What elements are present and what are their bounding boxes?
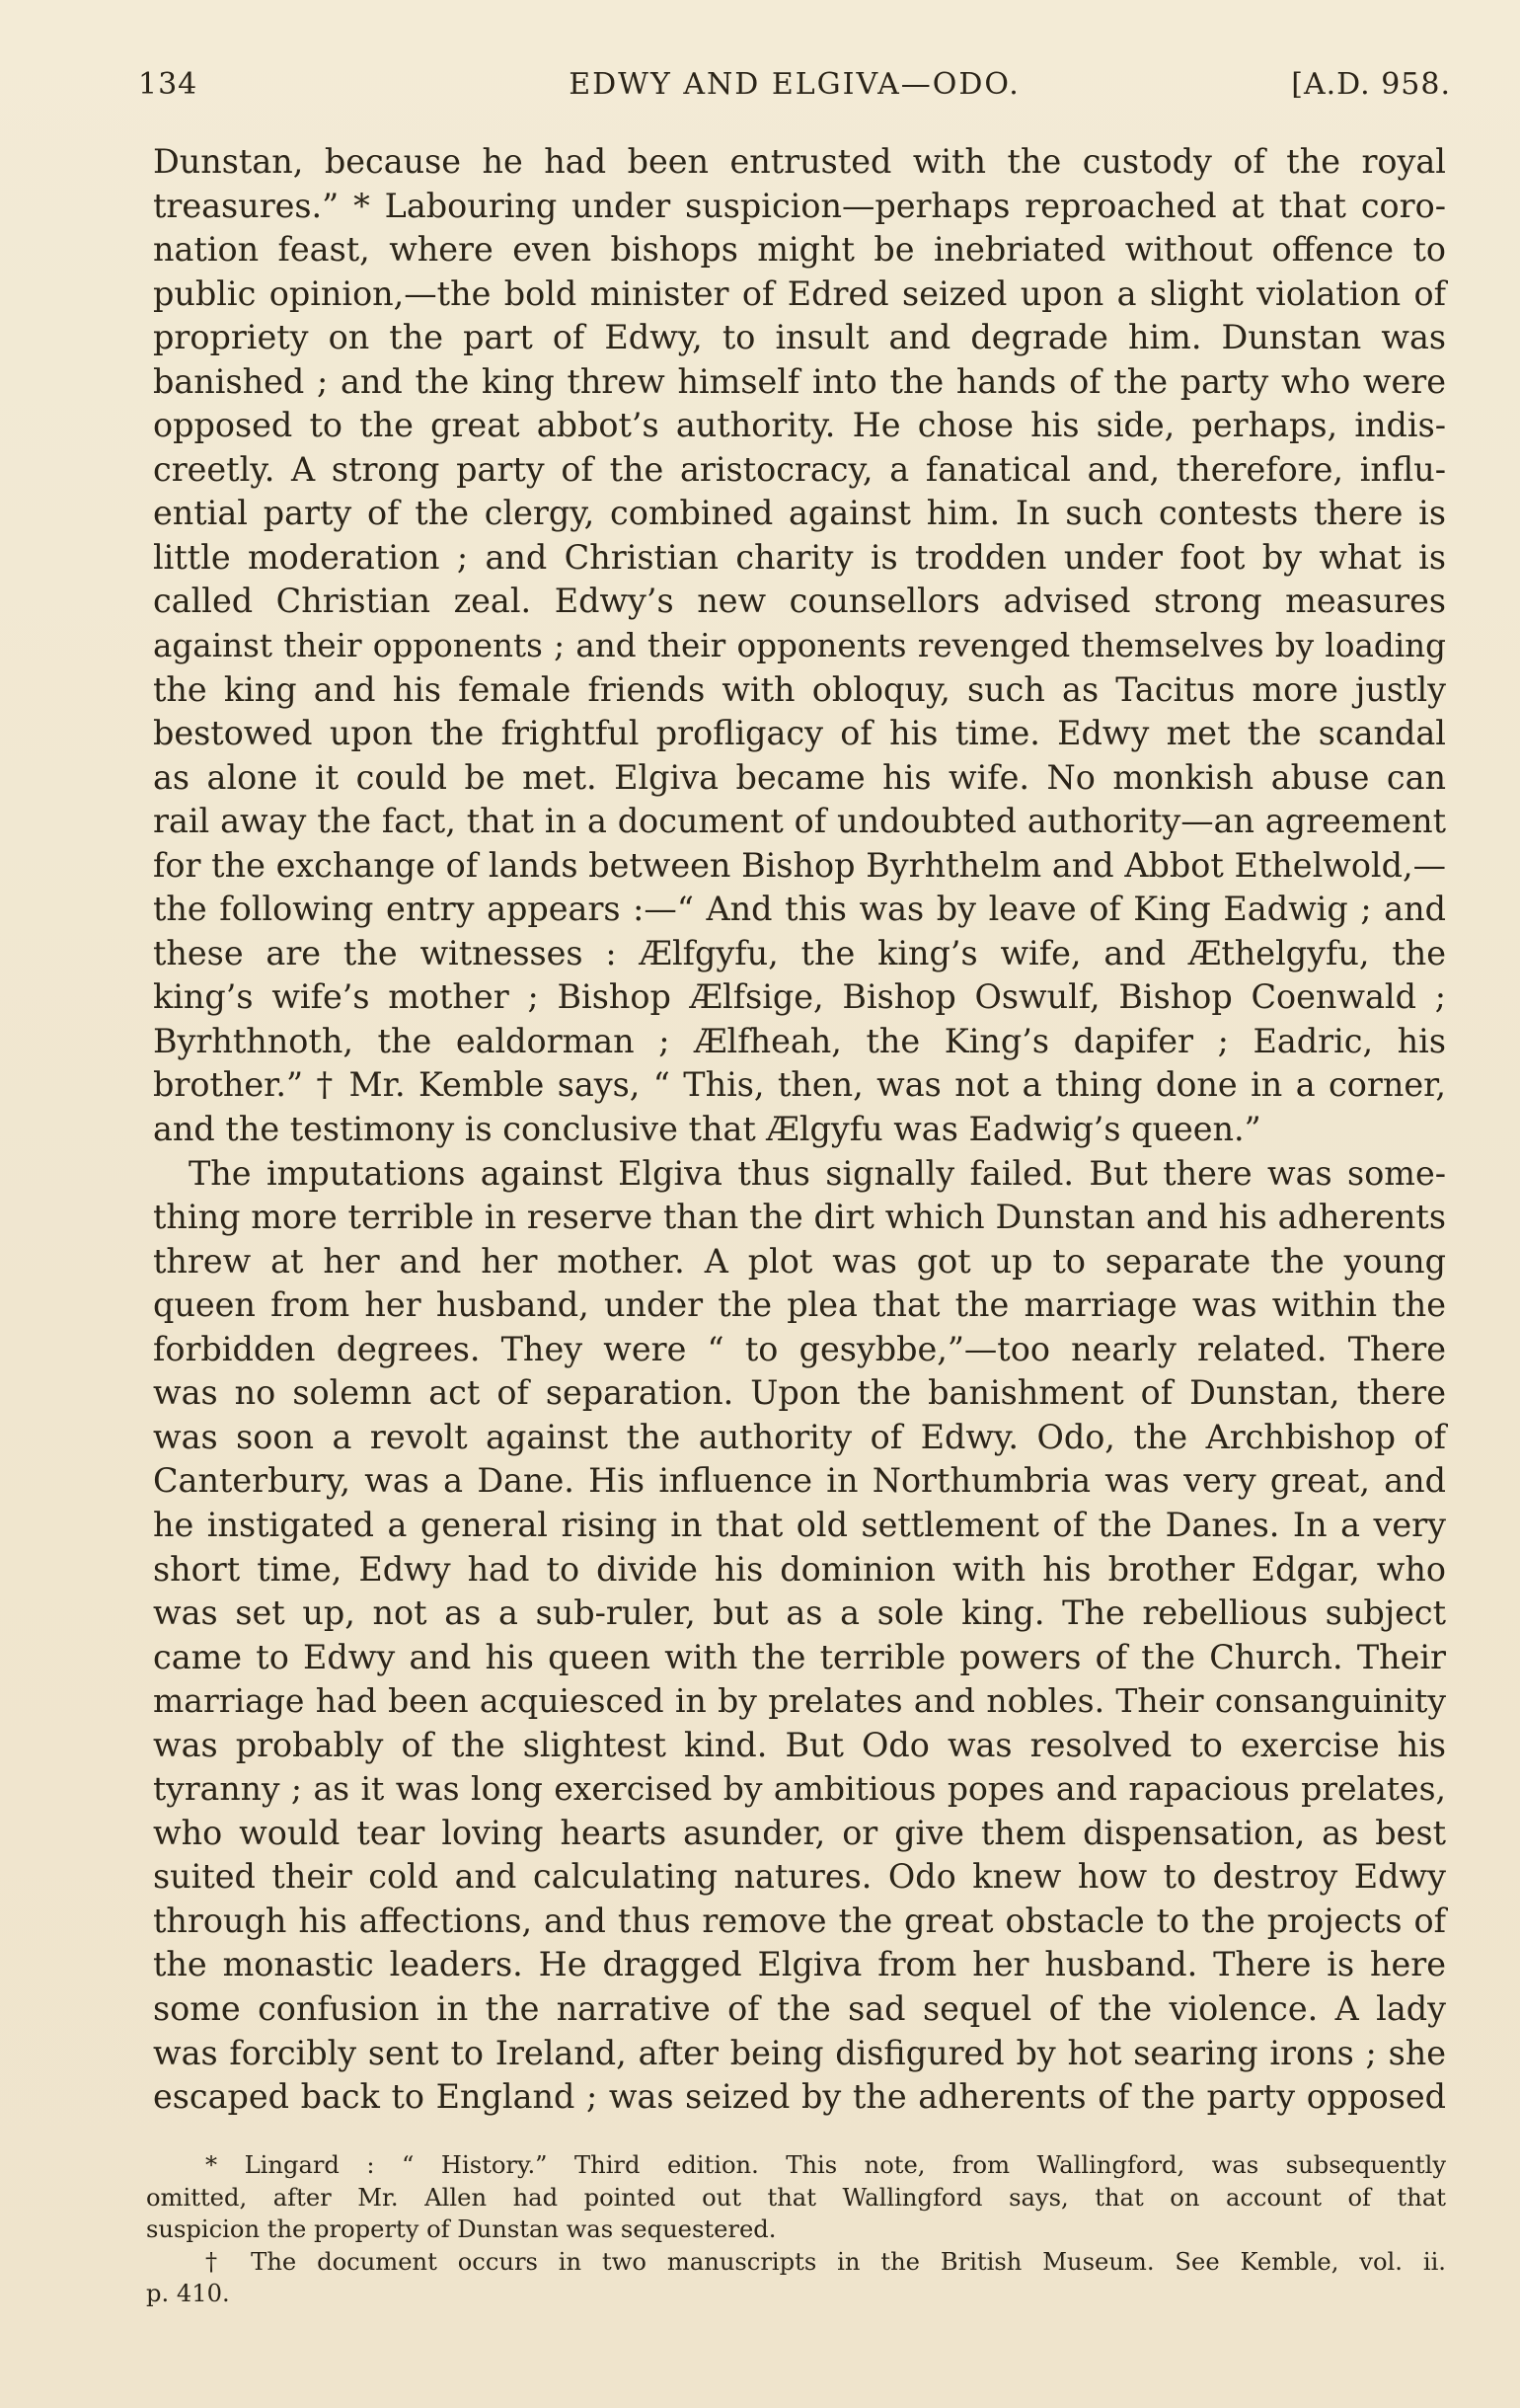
- body-line: Canterbury, was a Dane. His influence in Northumbria was very great, and: [153, 1461, 1446, 1501]
- body-line: public opinion,—the bold minister of Edred seized upon a slight violation of: [153, 273, 1446, 313]
- running-header: [138, 67, 1451, 111]
- body-line: was probably of the slightest kind. But Odo was resolved to exercise his: [153, 1725, 1446, 1764]
- body-line: tyranny ; as it was long exercised by ambitious popes and rapacious prelates,: [153, 1769, 1446, 1809]
- body-line: called Christian zeal. Edwy’s new counsellors advised strong measures: [153, 582, 1446, 621]
- body-line: was set up, not as a sub-ruler, but as a sole king. The rebellious subject: [153, 1593, 1446, 1633]
- running-title: EDWY AND ELGIVA—ODO.: [569, 67, 1021, 102]
- body-text: [153, 140, 1446, 2120]
- footnote-line: p. 410.: [146, 2280, 230, 2307]
- header-date: [A.D. 958.: [1291, 67, 1451, 102]
- body-line: threw at her and her mother. A plot was got up to separate the young: [153, 1241, 1446, 1281]
- body-line: came to Edwy and his queen with the terrible powers of the Church. Their: [153, 1637, 1446, 1676]
- body-line: rail away the fact, that in a document of undoubted authority—an agreement: [153, 802, 1446, 841]
- paragraph-start-line: The imputations against Elgiva thus signally failed. But there was some-: [189, 1153, 1446, 1193]
- body-line: the following entry appears :—“ And this was by leave of King Eadwig ; and: [153, 890, 1446, 929]
- body-line: escaped back to England ; was seized by the adherents of the party opposed: [153, 2077, 1446, 2117]
- body-line: against their opponents ; and their opponents revenged themselves by loading: [153, 627, 1446, 665]
- footnote-line: suspicion the property of Dunstan was sequestered.: [146, 2215, 777, 2243]
- body-line: was no solemn act of separation. Upon the banishment of Dunstan, there: [153, 1373, 1446, 1413]
- footnote-line: omitted, after Mr. Allen had pointed out that Wallingford says, that on account of that: [146, 2183, 1446, 2212]
- footnotes: [146, 2149, 1446, 2310]
- footnote-line: * Lingard : “ History.” Third edition. This note, from Wallingford, was subsequently: [205, 2151, 1446, 2179]
- body-line: these are the witnesses : Ælfgyfu, the king’s wife, and Æthelgyfu, the: [153, 933, 1446, 972]
- body-line: through his affections, and thus remove the great obstacle to the projects of: [153, 1901, 1446, 1940]
- body-line: thing more terrible in reserve than the dirt which Dunstan and his adherents: [153, 1198, 1446, 1237]
- body-line: little moderation ; and Christian charity is trodden under foot by what is: [153, 537, 1446, 577]
- body-line: suited their cold and calculating natures. Odo knew how to destroy Edwy: [153, 1857, 1446, 1897]
- body-line: was forcibly sent to Ireland, after being disfigured by hot searing irons ; she: [153, 2033, 1446, 2072]
- body-line: some confusion in the narrative of the sad sequel of the violence. A lady: [153, 1988, 1446, 2028]
- body-line: bestowed upon the frightful profligacy of his time. Edwy met the scandal: [153, 714, 1446, 753]
- body-line: the monastic leaders. He dragged Elgiva from her husband. There is here: [153, 1945, 1446, 1984]
- body-line: treasures.” * Labouring under suspicion—perhaps reproached at that coro-: [153, 186, 1446, 225]
- body-line: forbidden degrees. They were “ to gesybbe,”—too nearly related. There: [153, 1329, 1446, 1368]
- body-line: short time, Edwy had to divide his dominion with his brother Edgar, who: [153, 1549, 1446, 1589]
- body-line: nation feast, where even bishops might be inebriated without offence to: [153, 230, 1446, 270]
- body-line: king’s wife’s mother ; Bishop Ælfsige, Bishop Oswulf, Bishop Coenwald ;: [153, 977, 1446, 1017]
- body-line: for the exchange of lands between Bishop Byrhthelm and Abbot Ethelwold,—: [153, 845, 1446, 885]
- body-line: the king and his female friends with obloquy, such as Tacitus more justly: [153, 669, 1446, 709]
- footnote-line: † The document occurs in two manuscripts in the British Museum. See Kemble, vol. ii.: [205, 2247, 1446, 2276]
- body-line: Dunstan, because he had been entrusted with the custody of the royal: [153, 142, 1446, 181]
- paragraph-end-line: and the testimony is conclusive that Ælgyfu was Eadwig’s queen.”: [153, 1110, 1261, 1149]
- page-number: 134: [138, 67, 198, 102]
- body-line: he instigated a general rising in that old settlement of the Danes. In a very: [153, 1505, 1446, 1544]
- body-line: ential party of the clergy, combined against him. In such contests there is: [153, 494, 1446, 533]
- body-line: opposed to the great abbot’s authority. He chose his side, perhaps, indis-: [153, 406, 1446, 445]
- body-line: Byrhthnoth, the ealdorman ; Ælfheah, the King’s dapifer ; Eadric, his: [153, 1021, 1446, 1060]
- body-line: marriage had been acquiesced in by prelates and nobles. Their consanguinity: [153, 1681, 1446, 1721]
- body-line: brother.” † Mr. Kemble says, “ This, then, was not a thing done in a corner,: [153, 1065, 1446, 1105]
- body-line: banished ; and the king threw himself into the hands of the party who were: [153, 361, 1446, 401]
- body-line: as alone it could be met. Elgiva became his wife. No monkish abuse can: [153, 757, 1446, 797]
- body-line: queen from her husband, under the plea that the marriage was within the: [153, 1285, 1446, 1325]
- body-line: was soon a revolt against the authority of Edwy. Odo, the Archbishop of: [153, 1417, 1446, 1456]
- body-line: who would tear loving hearts asunder, or give them dispensation, as best: [153, 1813, 1446, 1852]
- body-line: propriety on the part of Edwy, to insult and degrade him. Dunstan was: [153, 318, 1446, 357]
- body-line: creetly. A strong party of the aristocracy, a fanatical and, therefore, influ-: [153, 449, 1446, 489]
